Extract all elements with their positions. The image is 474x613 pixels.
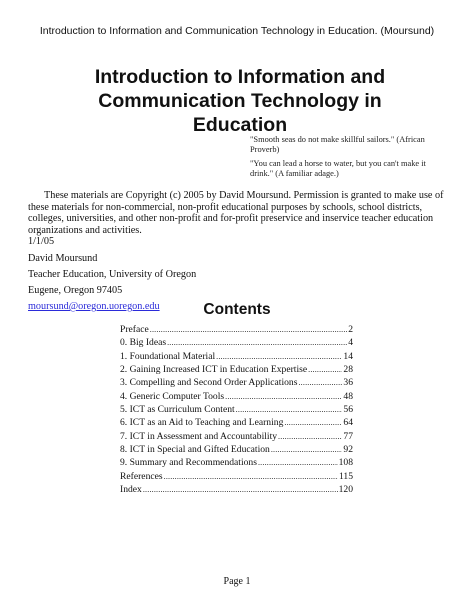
toc-entry-page: 92 (343, 444, 353, 456)
toc-entry[interactable] (120, 403, 353, 416)
affiliation: Teacher Education, University of Oregon (28, 269, 197, 280)
author-name: David Moursund (28, 253, 98, 264)
toc-leader-dots (143, 483, 338, 496)
toc-entry[interactable] (120, 336, 353, 349)
toc-entry-title: 6. ICT as an Aid to Teaching and Learning (120, 417, 284, 429)
toc-leader-dots (258, 456, 338, 469)
copyright-paragraph: These materials are Copyright (c) 2005 by David Moursund. Permission is granted to make use of these materials for non-commercial, non-profit educational purposes by schools, school districts, colleges, universities, and other non-profit and for-profit preservice and inservice teacher education organizations and activities. (28, 190, 444, 236)
title-line: Introduction to Information and (94, 66, 386, 88)
epigraph-quote: "Smooth seas do not make skillful sailors." (African Proverb) (250, 135, 425, 154)
toc-entry-title: 9. Summary and Recommendations (120, 457, 257, 469)
toc-entry-title: 7. ICT in Assessment and Accountability (120, 430, 278, 442)
toc-entry-page: 48 (343, 390, 353, 402)
toc-entry[interactable] (120, 376, 353, 389)
running-header: Introduction to Information and Communication Technology in Education. (Moursund) (39, 25, 435, 37)
toc-leader-dots (164, 470, 338, 483)
epigraph-quote: "You can lead a horse to water, but you can't make it drink." (A familiar adage.) (250, 159, 426, 178)
toc-entry-title: 4. Generic Computer Tools (120, 390, 225, 402)
toc-entry-page: 64 (343, 417, 353, 429)
toc-entry[interactable] (120, 483, 353, 496)
toc-entry-title: 2. Gaining Increased ICT in Education Expertise (120, 364, 308, 376)
title-line: Education (192, 114, 288, 136)
address: Eugene, Oregon 97405 (28, 285, 123, 296)
toc-entry[interactable] (120, 443, 353, 456)
table-of-contents (120, 323, 353, 496)
toc-entry-page: 108 (338, 457, 353, 469)
toc-leader-dots (236, 403, 343, 416)
toc-entry-page: 56 (343, 404, 353, 416)
toc-entry[interactable] (120, 323, 353, 336)
toc-entry-page: 77 (343, 430, 353, 442)
toc-entry-title: References (120, 470, 163, 482)
toc-entry-title: 0. Big Ideas (120, 337, 167, 349)
toc-entry[interactable] (120, 470, 353, 483)
email-link[interactable]: moursund@oregon.uoregon.edu (28, 301, 160, 312)
date: 1/1/05 (28, 236, 55, 247)
toc-entry-page: 4 (348, 337, 353, 349)
toc-entry-title: 3. Compelling and Second Order Applications (120, 377, 298, 389)
toc-leader-dots (167, 336, 347, 349)
toc-entry[interactable] (120, 363, 353, 376)
toc-entry-title: 1. Foundational Material (120, 350, 216, 362)
toc-leader-dots (278, 430, 342, 443)
toc-entry-title: Preface (120, 324, 149, 335)
toc-entry[interactable] (120, 390, 353, 403)
toc-entry-page: 28 (343, 364, 353, 376)
toc-leader-dots (271, 443, 343, 456)
toc-entry-page: 14 (343, 350, 353, 362)
toc-entry-title: Index (120, 484, 142, 496)
title-line: Communication Technology in (98, 90, 382, 112)
toc-leader-dots (308, 363, 342, 376)
toc-entry-page: 115 (338, 470, 353, 482)
toc-entry[interactable] (120, 430, 353, 443)
document-title (60, 65, 420, 137)
toc-entry-page: 36 (343, 377, 353, 389)
toc-leader-dots (225, 390, 342, 403)
toc-entry-page: 120 (338, 484, 353, 496)
toc-leader-dots (298, 376, 342, 389)
epigraphs (250, 135, 450, 183)
toc-entry-title: 8. ICT in Special and Gifted Education (120, 444, 270, 456)
toc-entry[interactable] (120, 350, 353, 363)
toc-entry[interactable] (120, 416, 353, 429)
toc-leader-dots (150, 323, 347, 336)
toc-entry[interactable] (120, 456, 353, 469)
toc-entry-title: 5. ICT as Curriculum Content (120, 404, 235, 416)
toc-leader-dots (284, 416, 342, 429)
toc-entry-page: 2 (348, 324, 353, 335)
page-number: Page 1 (223, 576, 251, 587)
toc-leader-dots (216, 350, 342, 363)
contents-heading: Contents (203, 301, 271, 318)
